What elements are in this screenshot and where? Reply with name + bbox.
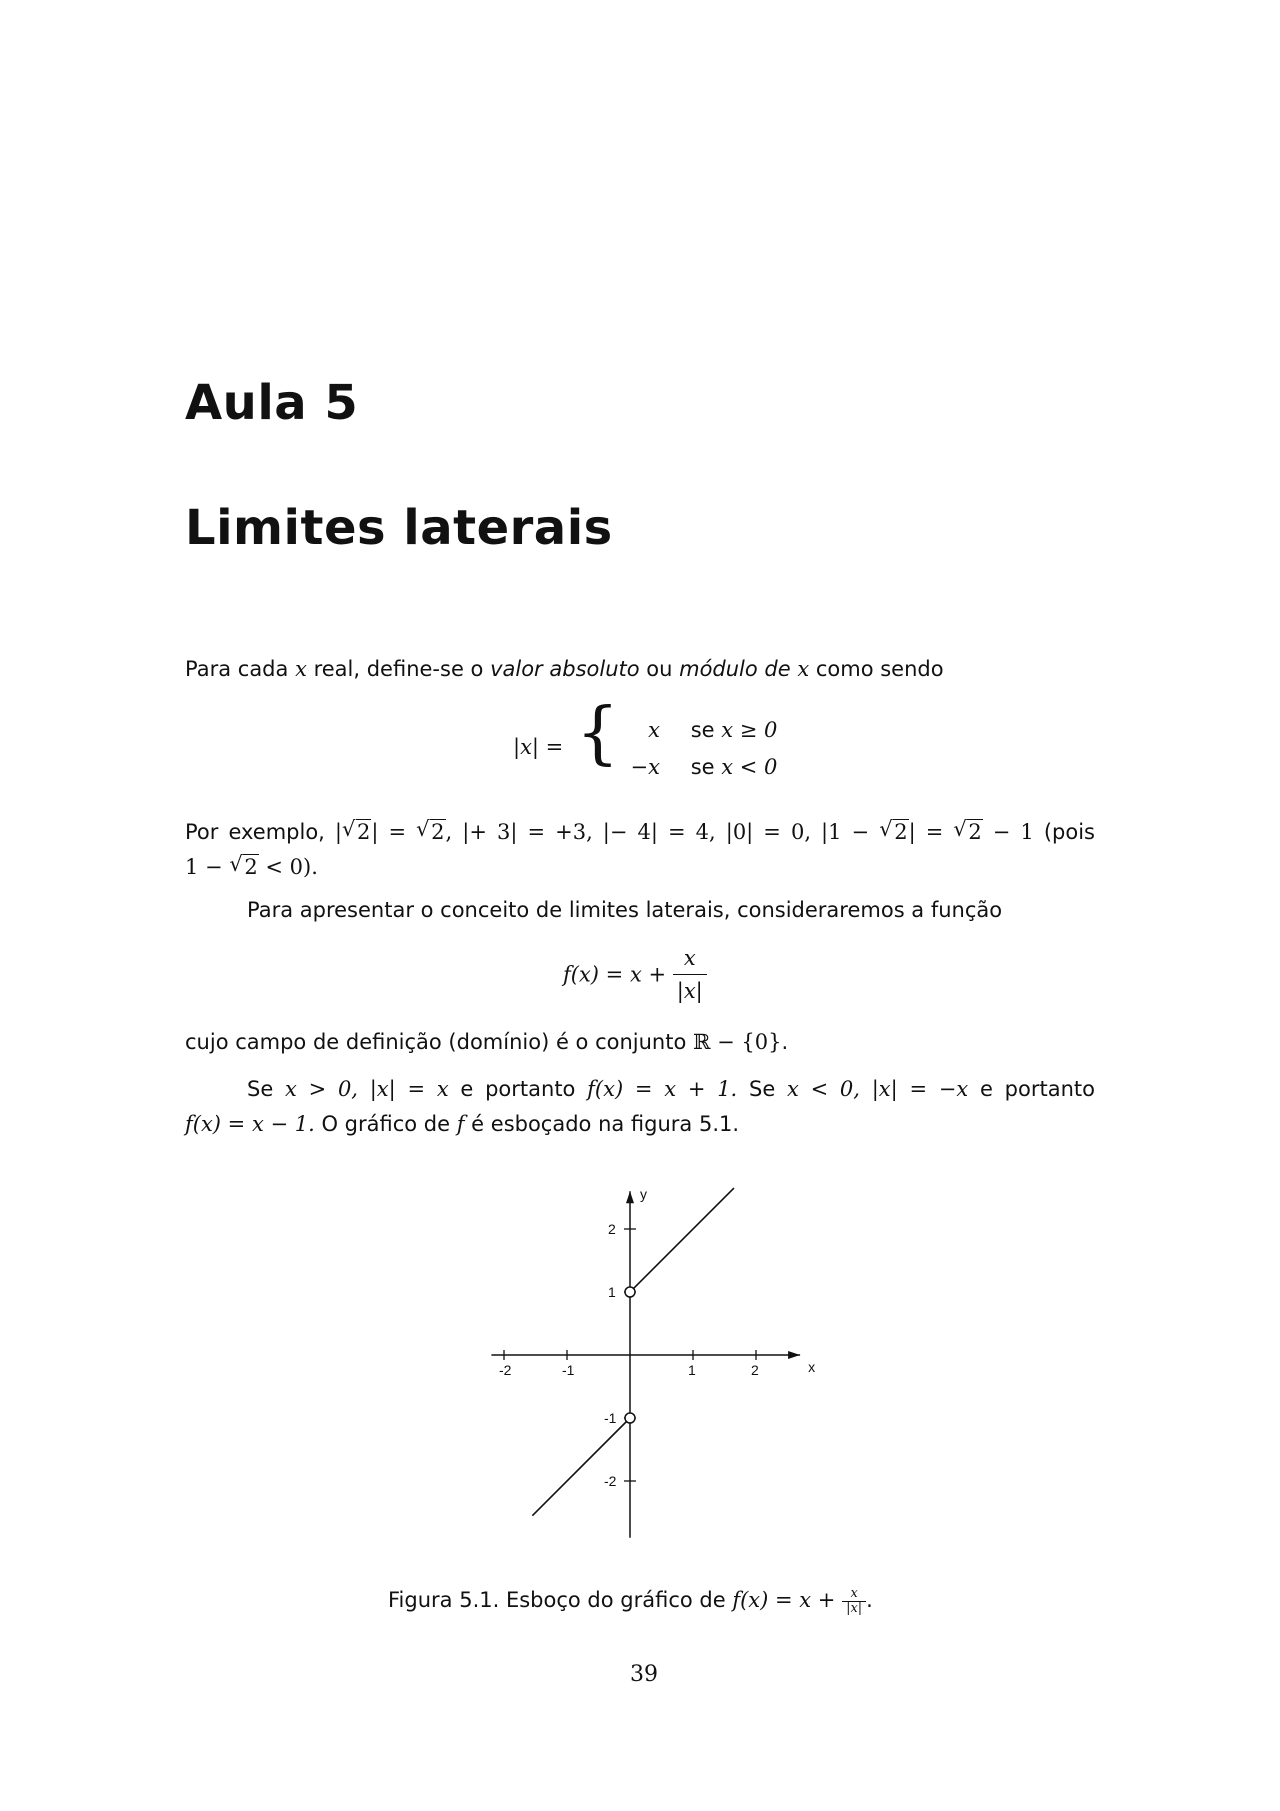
- term-valor-absoluto: valor absoluto: [490, 657, 640, 681]
- open-point-1: [625, 1287, 635, 1297]
- x-tick-label: 1: [688, 1362, 696, 1378]
- series-line-2: [532, 1418, 630, 1516]
- function-def: f(x) = x + $\frac{x}{|x|}$: [563, 942, 707, 1007]
- intro-text-3: ou: [639, 657, 680, 681]
- x-tick-label: -1: [562, 1362, 575, 1378]
- intro-text-1: Para cada: [185, 657, 296, 681]
- var-x: x: [295, 657, 307, 681]
- y-tick-label: -2: [604, 1473, 617, 1489]
- abs-case-1: x se x ≥ 0: [648, 718, 778, 742]
- x-axis-label: x: [808, 1359, 816, 1375]
- left-brace-icon: {: [576, 694, 620, 773]
- intro-text-2: real, define-se o: [306, 657, 491, 681]
- paragraph-2: Para apresentar o conceito de limites laterais, consideraremos a função: [247, 898, 1003, 922]
- open-point-2: [625, 1413, 635, 1423]
- domain-paragraph: cujo campo de definição (domínio) é o conjunto ℝ − {0}.: [185, 1030, 789, 1054]
- chapter-label: Aula 5: [185, 375, 359, 431]
- y-axis-arrow-icon: [626, 1191, 634, 1203]
- x-tick-label: 2: [751, 1362, 759, 1378]
- x-tick-label: -2: [499, 1362, 512, 1378]
- abs-def-lhs: |x| =: [513, 735, 564, 759]
- term-modulo: módulo de: [679, 657, 798, 681]
- chapter-title: Limites laterais: [185, 500, 613, 556]
- figure-caption: Figura 5.1. Esboço do gráfico de f(x) = x + $\frac{x}{|x|}$ .: [388, 1585, 873, 1616]
- examples-line-1: Por exemplo, |√ 2| = √ 2, |+ 3| = +3, |− 4| = 4, |0| = 0, |1 − √ 2| = √ 2 − 1 (pois: [185, 815, 1095, 849]
- var-x-2: x: [797, 657, 810, 681]
- y-tick-label: -1: [604, 1410, 617, 1426]
- y-axis-label: y: [640, 1186, 647, 1203]
- paragraph-3-line-2: f(x) = x − 1. O gráfico de f é esboçado na figura 5.1.: [185, 1112, 740, 1136]
- intro-text-4: como sendo: [809, 657, 944, 681]
- function-graph: [460, 1170, 820, 1540]
- intro-paragraph: [185, 652, 1095, 686]
- series-line-1: [630, 1188, 734, 1292]
- paragraph-3-line-1: Se x > 0, |x| = x e portanto f(x) = x + 1. Se x < 0, |x| = −x e portanto: [247, 1077, 1095, 1101]
- examples-line-2: 1 − √ 2 < 0).: [185, 850, 318, 884]
- page-number: 39: [630, 1662, 658, 1687]
- x-axis-arrow-icon: [788, 1351, 800, 1359]
- y-tick-label: 2: [608, 1221, 616, 1237]
- abs-case-2: −x se x < 0: [630, 755, 778, 779]
- y-tick-label: 1: [608, 1284, 616, 1300]
